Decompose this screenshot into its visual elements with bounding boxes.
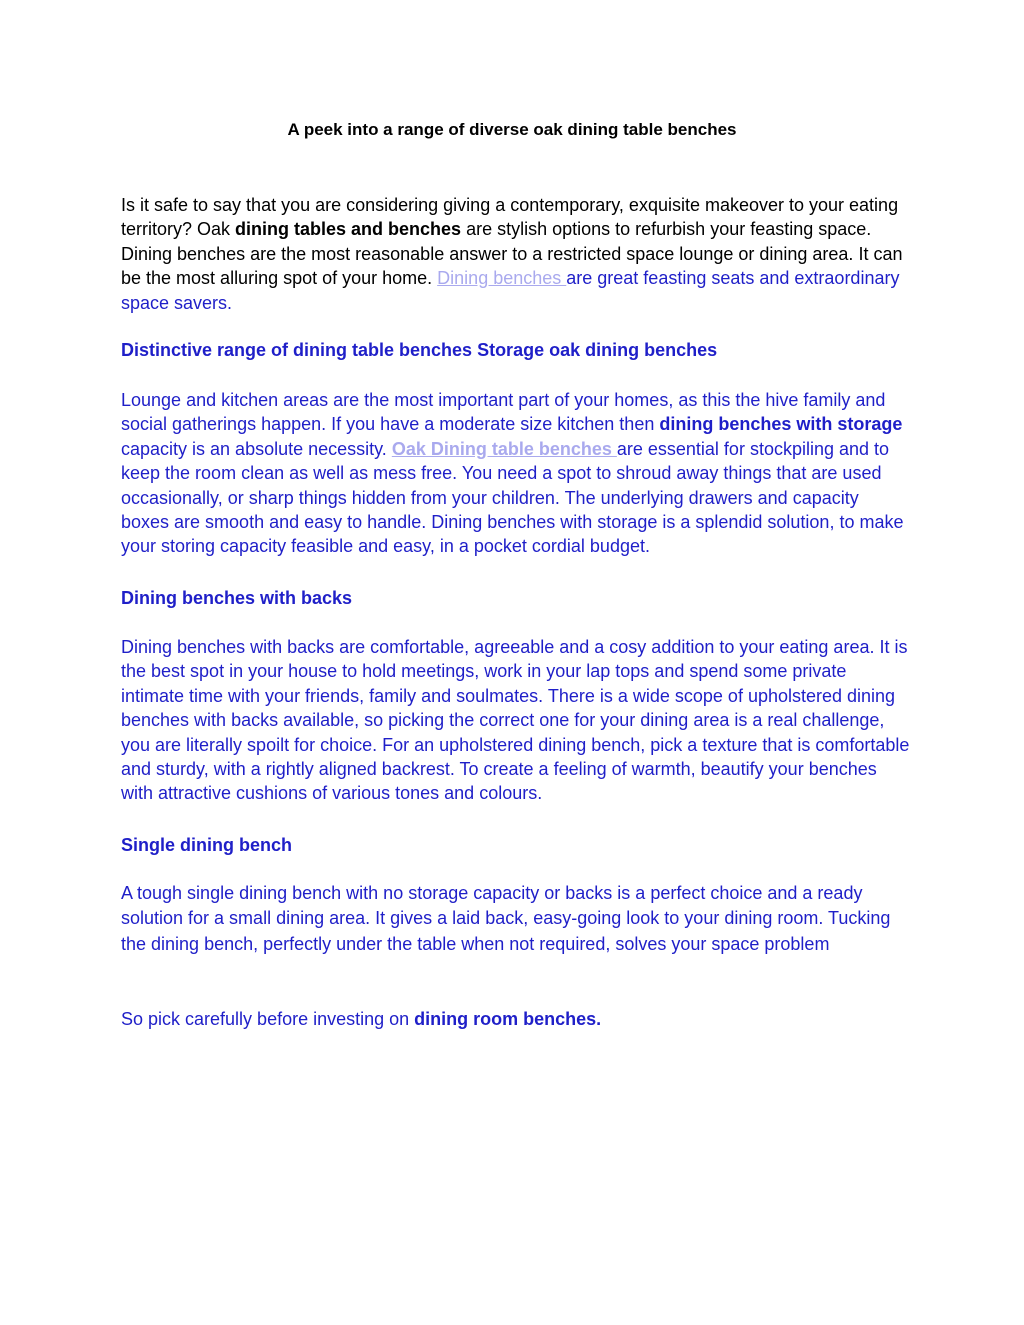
intro-text-1: Is it safe to say that you are considering giving a contemporary, exquisite makeover to your eating territory? Oak: [121, 195, 899, 240]
storage-text-1: Lounge and kitchen areas are the most important part of your homes, as this the hive family and social gatherings happen. If you have a moderate size kitchen then: [121, 390, 886, 435]
storage-text-3: are essential for stockpiling and to keep the room clean as well as mess free. You need a spot to shroud away things that are used occasionally, or sharp things hidden from your children. The underlying drawers and capacity boxes are smooth and easy to handle. Dining benches with storage is a splendid solution, to make your storing capacity feasible and easy, in a pocket cordial budget.: [121, 438, 904, 557]
section-heading-single: Single dining bench: [121, 835, 292, 855]
dining-benches-link[interactable]: Dining benches: [437, 268, 567, 289]
oak-dining-table-benches-link[interactable]: Oak Dining table benches: [391, 438, 617, 459]
storage-bold-dining-benches: dining benches with storage: [659, 414, 903, 435]
section-heading-storage: Distinctive range of dining table benches Storage oak dining benches: [121, 340, 718, 360]
closing-bold-dining-room-benches: dining room benches.: [414, 1009, 602, 1029]
storage-paragraph: [121, 388, 911, 559]
document-title: A peek into a range of diverse oak dining table benches: [287, 120, 737, 139]
intro-text-2: are stylish options to refurbish your feasting space. Dining benches are the most reasonable answer to a restricted space lounge or dining area. It can be the most alluring spot of your home.: [121, 219, 903, 289]
storage-text-2: capacity is an absolute necessity.: [121, 438, 392, 459]
section-heading-backs: Dining benches with backs: [121, 588, 353, 608]
intro-bold-dining-tables: dining tables and benches: [235, 219, 462, 240]
backs-paragraph: Dining benches with backs are comfortable, agreeable and a cosy addition to your eating area. It is the best spot in your house to hold meetings, work in your lap tops and spend some private intimate time with your friends, family and soulmates. There is a wide scope of upholstered dining benches with backs available, so picking the correct one for your dining area is a real challenge, you are literally spoilt for choice. For an upholstered dining bench, pick a texture that is comfortable and sturdy, with a rightly aligned backrest. To create a feeling of warmth, beautify your benches with attractive cushions of various tones and colours.: [121, 637, 910, 804]
intro-text-3: are great feasting seats and extraordinary space savers.: [121, 268, 900, 313]
single-paragraph: A tough single dining bench with no storage capacity or backs is a perfect choice and a ready solution for a small dining area. It gives a laid back, easy-going look to your dining room. Tucking the dining bench, perfectly under the table when not required, solves your space problem: [121, 883, 891, 954]
closing-text: So pick carefully before investing on: [121, 1009, 415, 1029]
intro-paragraph: [121, 193, 911, 315]
closing-paragraph: [121, 1007, 911, 1031]
